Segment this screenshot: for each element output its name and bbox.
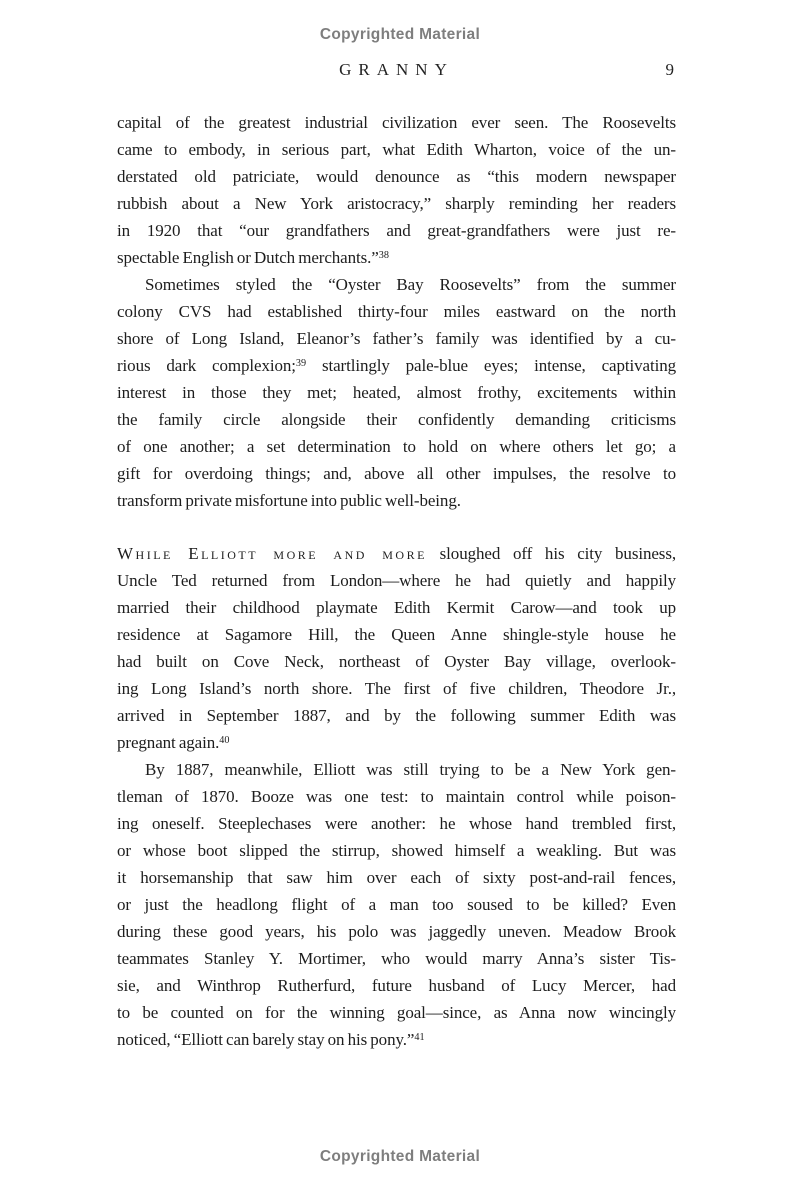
chapter-title: GRANNY	[339, 60, 454, 79]
text-line: to be counted on for the winning goal—since, as Anna now wincingly	[117, 1003, 676, 1022]
text-line: noticed, “Elliott can barely stay on his pony.”$^{41}$	[117, 1030, 425, 1049]
page-number: 9	[665, 60, 674, 79]
text-line: it horsemanship that saw him over each of sixty post-and-rail fences,	[117, 868, 676, 887]
text-line: Sometimes styled the “Oyster Bay Roosevelts” from the summer	[145, 275, 676, 294]
text-line: arrived in September 1887, and by the following summer Edith was	[117, 706, 676, 725]
text-line: rious dark complexion;$^{39}$ startlingly pale-blue eyes; intense, captivating	[117, 356, 676, 375]
text-line: pregnant again.$^{40}$	[117, 733, 230, 752]
text-line: transform private misfortune into public well-being.	[117, 491, 461, 510]
text-line: capital of the greatest industrial civilization ever seen. The Roosevelts	[117, 113, 676, 132]
paragraph-2	[117, 271, 676, 514]
text-line: derstated old patriciate, would denounce as “this modern newspaper	[117, 167, 676, 186]
text-line: during these good years, his polo was jaggedly uneven. Meadow Brook	[117, 922, 676, 941]
text-line: or just the headlong flight of a man too soused to be killed? Even	[117, 895, 676, 914]
copyright-notice-top: Copyrighted Material	[319, 26, 481, 43]
text-line: in 1920 that “our grandfathers and great-grandfathers were just re-	[117, 221, 676, 240]
text-line: had built on Cove Neck, northeast of Oyster Bay village, overlook-	[117, 652, 676, 671]
text-line: of one another; a set determination to hold on where others let go; a	[117, 437, 676, 456]
text-line: Uncle Ted returned from London—where he had quietly and happily	[117, 571, 676, 590]
text-line: sie, and Winthrop Rutherfurd, future husband of Lucy Mercer, had	[117, 976, 676, 995]
text-line: colony CVS had established thirty-four miles eastward on the north	[117, 302, 676, 321]
text-line: spectable English or Dutch merchants.”$^{38}$	[117, 248, 389, 267]
text-line: tleman of 1870. Booze was one test: to maintain control while poison-	[117, 787, 676, 806]
text-line: came to embody, in serious part, what Edith Wharton, voice of the un-	[117, 140, 676, 159]
text-line: rubbish about a New York aristocracy,” sharply reminding her readers	[117, 194, 676, 213]
text-line: By 1887, meanwhile, Elliott was still trying to be a New York gen-	[145, 760, 676, 779]
body-text	[117, 109, 676, 1053]
text-line: While Elliott more and more sloughed off his city business,	[117, 544, 676, 563]
text-line: married their childhood playmate Edith Kermit Carow—and took up	[117, 598, 676, 617]
text-line: the family circle alongside their confidently demanding criticisms	[117, 410, 676, 429]
text-line: teammates Stanley Y. Mortimer, who would marry Anna’s sister Tis-	[117, 949, 676, 968]
text-line: interest in those they met; heated, almost frothy, excitements within	[117, 383, 676, 402]
text-line: ing oneself. Steeplechases were another: he whose hand trembled first,	[117, 814, 676, 833]
paragraph-1	[117, 109, 676, 271]
text-line: shore of Long Island, Eleanor’s father’s family was identified by a cu-	[117, 329, 676, 348]
text-line: ing Long Island’s north shore. The first of five children, Theodore Jr.,	[117, 679, 676, 698]
text-line: gift for overdoing things; and, above all other impulses, the resolve to	[117, 464, 676, 483]
text-line: or whose boot slipped the stirrup, showed himself a weakling. But was	[117, 841, 676, 860]
running-header	[117, 60, 676, 82]
paragraph-3	[117, 540, 676, 756]
paragraph-4	[117, 756, 676, 1053]
text-line: residence at Sagamore Hill, the Queen Anne shingle-style house he	[117, 625, 676, 644]
copyright-notice-bottom: Copyrighted Material	[319, 1148, 481, 1165]
